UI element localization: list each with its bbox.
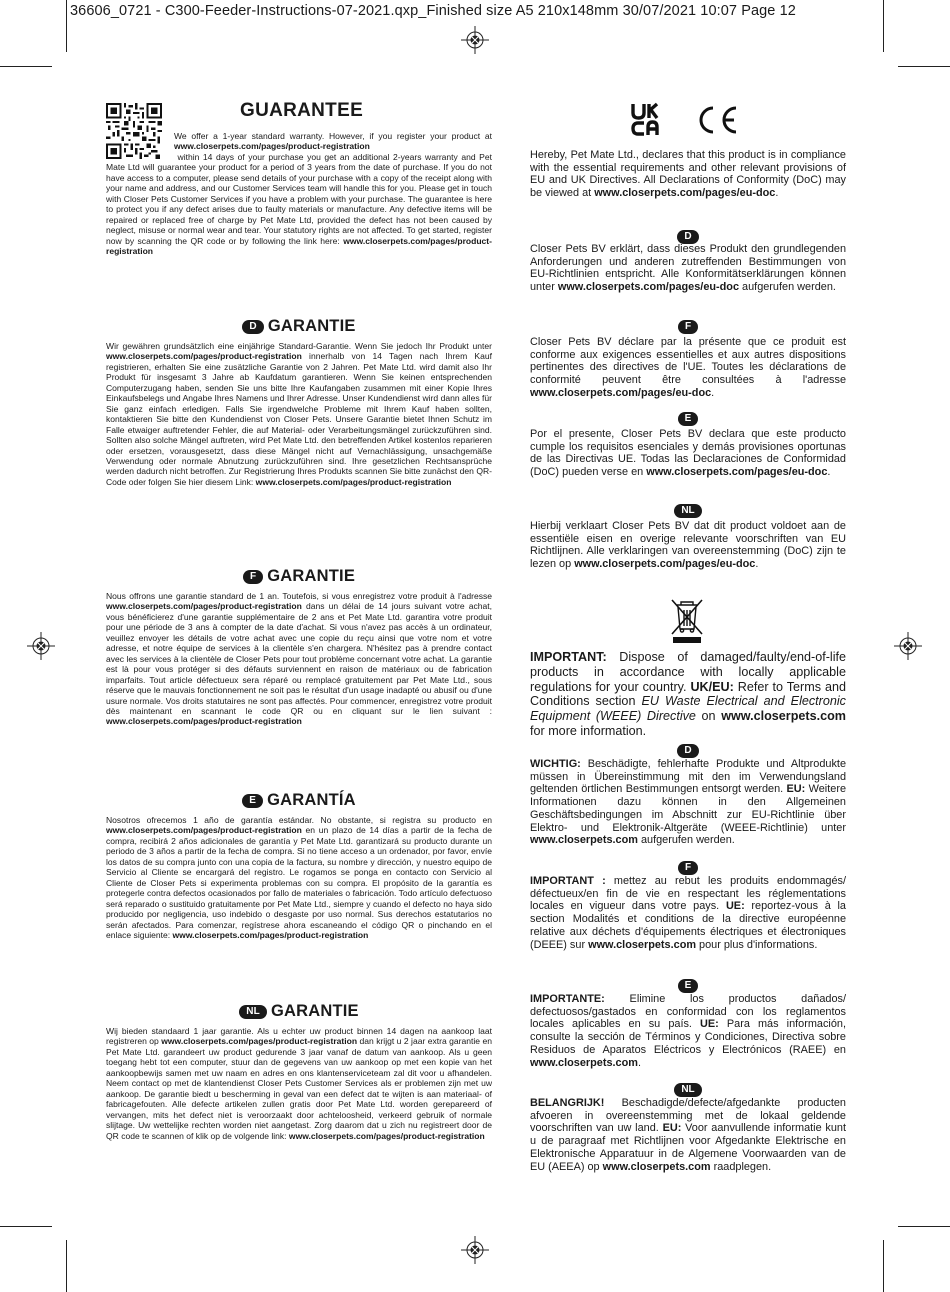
- section-heading-de: D GARANTIE: [106, 317, 492, 336]
- guarantee-fr-body: Nous offrons une garantie standard de 1 an. Toutefois, si vous enregistrez votre produit à l'adresse www.closerpets.com/pages/product-registration dans un délai de 14 jours suivant votre achat, vous bénéficierez d'une garantie supplémentaire de 2 ans et Pet Mate Ltd. garantira votre produit pour une période de 3 ans à compter de la date d'achat. Si vous n'avez pas accès à un ordinateur, veuillez envoyer les détails de votre achat avec une copie du reçu ainsi que votre nom et votre adresse, et notre équipe de services à la clientèle s'en chargera. N'hésitez pas à prendre contact avec les services à la clientèle de Closer Pets pour tout problème concernant votre achat. La garantie est là pour vous protéger si des défauts surviennent en raison de matériaux ou de fabrication imparfaits. Tout article défectueux sera réparé ou remplacé gratuitement par Pet Mate Ltd., sous réserve que le mauvais fonctionnement ne soit pas le résultat d'un usage inadapté ou abusif ou d'une usure normale. Vos droits statutaires ne sont pas affectés. Pour commencer, enregistrez votre produit dès maintenant en scannant le code QR ou en cliquant sur le lien suivant : www.closerpets.com/pages/product-registration: [106, 591, 492, 727]
- registration-link[interactable]: www.closerpets.com/pages/product-registration: [288, 1130, 485, 1141]
- language-badge: NL: [674, 1083, 701, 1097]
- crop-mark: [883, 1240, 884, 1292]
- crop-mark: [0, 1226, 52, 1227]
- language-badge: D: [677, 230, 698, 244]
- weee-de: WICHTIG: Beschädigte, fehlerhafte Produkte und Altprodukte müssen in Übereinstimmung mit den im Verwendungsland geltenden örtlichen Bestimmungen entsorgt werden. EU: Weitere Informationen dazu können in den Allgemeinen Geschäftsbedingungen im Abschnitt zur EU-Richtlinie über Elektro- und Elektronik-Altgeräte (WEEE-Richtlinie) unter www.closerpets.com aufgerufen werden.: [530, 758, 846, 847]
- guarantee-es-body: Nosotros ofrecemos 1 año de garantía estándar. No obstante, si registra su producto en www.closerpets.com/pages/product-registration en un plazo de 14 días a partir de la fecha de compra, recibirá 2 años adicionales de garantía y Pet Mate Ltd. garantizará su producto durante un periodo de 3 años a partir de la fecha de compra. Si no tiene acceso a un ordenador, por favor, envíe los datos de su compra junto con una copia de la factura, su nombre y dirección, y nuestro equipo de Servicio al Cliente se encargará del registro. Le rogamos se ponga en contacto con Servicio al Cliente de Closer Pets si experimenta problemas con su compra. El propósito de la garantía es protegerle contra defectos ocasionados por fallo de materiales o fabricación. Todo artículo defectuoso será reparado o sustituido gratuitamente por Pet Mate Ltd., siempre y cuando el defecto no haya sido producido por negligencia, uso indebido o desgaste por uso normal. Sus derechos estatutarios no serán afectados. Para comenzar, regístrese ahora escaneando el código QR o pinchando en el enlace siguiente: www.closerpets.com/pages/product-registration: [106, 815, 492, 940]
- language-badge: NL: [239, 1005, 267, 1019]
- language-badge: F: [243, 570, 263, 584]
- eu-doc-link[interactable]: www.closerpets.com/pages/eu-doc: [574, 558, 756, 571]
- language-badge: F: [678, 320, 698, 334]
- registration-link[interactable]: www.closerpets.com/pages/product-registration: [255, 476, 452, 487]
- website-link[interactable]: www.closerpets.com: [602, 1160, 711, 1173]
- guarantee-en-body: We offer a 1-year standard warranty. However, if you register your product at www.closerpets.com/pages/product-registration: [174, 131, 492, 152]
- registration-mark-icon: [461, 1236, 489, 1264]
- conformity-fr: Closer Pets BV déclare par la présente que ce produit est conforme aux exigences essentielles et aux autres dispositions pertinentes des directives de l'UE. Toutes les déclarations de conformité peuvent être consultées à l'adresse www.closerpets.com/pages/eu-doc.: [530, 336, 846, 399]
- registration-mark-icon: [894, 632, 922, 660]
- conformity-de: Closer Pets BV erklärt, dass dieses Produkt den grundlegenden Anforderungen und anderen zutreffenden Bestimmungen von EU-Richtlinien entspricht. Alle Konformitätserklärungen können unter www.closerpets.com/pages/eu-doc aufgerufen werden.: [530, 243, 846, 294]
- language-badge: D: [677, 744, 698, 758]
- eu-doc-link[interactable]: www.closerpets.com/pages/eu-doc: [594, 187, 776, 200]
- conformity-en: Hereby, Pet Mate Ltd., declares that this product is in compliance with the essential requirements and other relevant provisions of EU and UK Directives. All Declarations of Conformity (DoC) may be viewed at www.closerpets.com/pages/eu-doc.: [530, 149, 846, 200]
- eu-doc-link[interactable]: www.closerpets.com/pages/eu-doc: [530, 386, 712, 399]
- website-link[interactable]: www.closerpets.com: [588, 938, 697, 951]
- weee-fr: IMPORTANT : mettez au rebut les produits endommagés/ défectueux/en fin de vie en respectant les réglementations locales en vigueur dans votre pays. UE: reportez-vous à la section Modalités et conditions de la directive européenne relative aux déchets d'équipements électriques et électroniques (DEEE) sur www.closerpets.com pour plus d'informations.: [530, 875, 846, 951]
- weee-en: IMPORTANT: Dispose of damaged/faulty/end-of-life products in accordance with locally applicable regulations for your country. UK/EU: Refer to Terms and Conditions section EU Waste Electrical and Electronic Equipment (WEEE) Directive on www.closerpets.com for more information.: [530, 650, 846, 738]
- weee-nl: BELANGRIJK! Beschadigde/defecte/afgedankte producten afvoeren in overeenstemming met de lokaal geldende voorschriften van uw land. EU: Voor aanvullende informatie kunt u de paragraaf met Richtlijnen voor Afgedankte Elektrische en Elektronische Apparatuur in de Algemene Voorwaarden van de EU (AEEA) op www.closerpets.com raadplegen.: [530, 1097, 846, 1173]
- website-link[interactable]: www.closerpets.com: [530, 834, 638, 847]
- website-link[interactable]: www.closerpets.com: [530, 1056, 638, 1069]
- guarantee-title: GUARANTEE: [240, 100, 364, 121]
- eu-doc-link[interactable]: www.closerpets.com/pages/eu-doc: [557, 281, 740, 294]
- conformity-marks: [630, 102, 740, 138]
- language-badge: NL: [674, 504, 701, 518]
- language-badge-row: [530, 410, 846, 428]
- registration-link[interactable]: www.closerpets.com/pages/product-registration: [106, 716, 302, 727]
- website-link[interactable]: www.closerpets.com: [721, 709, 846, 724]
- section-heading-fr: F GARANTIE: [106, 567, 492, 586]
- weee-bin-icon: [667, 596, 707, 644]
- eu-doc-link[interactable]: www.closerpets.com/pages/eu-doc: [646, 466, 828, 479]
- language-badge: E: [242, 794, 263, 808]
- crop-mark: [898, 66, 950, 67]
- language-badge: F: [678, 861, 698, 875]
- crop-mark: [66, 0, 67, 52]
- language-badge: D: [242, 320, 263, 334]
- crop-mark: [883, 0, 884, 52]
- language-badge-row: [530, 318, 846, 336]
- guarantee-en-body-cont: within 14 days of your purchase you get an additional 2-years warranty and Pet Mate Ltd will guarantee your product for a period of 3 years from the date of purchase. If you do not have access to a computer, please send details of your purchase with a copy of the receipt along with your name and address, and our Customer Services team will handle this for you. Please get in touch with Closer Pets Customer Services if you have a problem with your purchase. The guarantee is here to protect you if any defect arises due to faulty materials or manufacture. Any defective items will be repaired or replaced free of charge by Pet Mate Ltd, provided the defect has not been caused by neglect, misuse or normal wear and tear. Your statutory rights are not affected. To get started, register now by scanning the QR code or by following the link here: www.closerpets.com/pages/product-registration: [106, 152, 492, 257]
- registration-link[interactable]: www.closerpets.com/pages/product-registration: [106, 601, 302, 612]
- crop-mark: [898, 1226, 950, 1227]
- print-slug: 36606_0721 - C300-Feeder-Instructions-07-2021.qxp_Finished size A5 210x148mm 30/07/2021 10:07 Page 12: [70, 3, 796, 19]
- weee-es: IMPORTANTE: Elimine los productos dañados/ defectuosos/gastados en conformidad con los reglamentos locales aplicables en su país. UE: Para más información, consulte la sección de Términos y Condiciones, Directiva sobre Residuos de Aparatos Eléctricos y Electrónicos (RAEE) en www.closerpets.com.: [530, 993, 846, 1069]
- registration-link[interactable]: www.closerpets.com/pages/product-registration: [106, 351, 302, 362]
- registration-link[interactable]: www.closerpets.com/pages/product-registration: [174, 141, 370, 152]
- qr-code-icon[interactable]: [106, 103, 162, 159]
- language-badge: E: [678, 412, 699, 426]
- guarantee-de-body: Wir gewähren grundsätzlich eine einjährige Standard-Garantie. Wenn Sie jedoch Ihr Produkt unter www.closerpets.com/pages/product-registration innerhalb von 14 Tagen nach Ihrem Kauf registrieren, erhalten Sie eine zusätzliche Garantie von 2 Jahren. Pet Mate Ltd. wird damit also Ihr Produkt für insgesamt 3 Jahre ab Kaufdatum garantieren. Wenn Sie keinen entsprechenden Computerzugang haben, senden Sie uns bitte Ihre Kaufangaben zusammen mit einer Kopie Ihres Einkaufsbelegs und Angabe Ihres Namens und Ihrer Adresse. Unser Kundendienst wird dann alles für Sie ganz einfach erledigen. Falls Sie irgendwelche Probleme mit Ihrem Kauf haben sollten, kontaktieren Sie bitte den Kundendienst von Closer Pets. Unsere Garantie bietet Ihnen Schutz im Falle etwaiger auftretender Fehler, die auf Material- oder Verarbeitungsmängel zurückzuführen sind. Sollten also solche Mängel auftreten, wird Pet Mate Ltd. den betreffenden Artikel kostenlos reparieren oder ersetzen, vorausgesetzt, dass diese Mängel nicht auf Vernachlässigung, unsachgemäße Verwendung oder normale Abnutzung zurückzuführen sind. Ihre gesetzlichen Rechtsansprüche werden dadurch nicht betroffen. Zur Registrierung Ihres Produkts scannen Sie bitte zunächst den QR-Code oder folgen Sie hier diesem Link: www.closerpets.com/pages/product-registration: [106, 341, 492, 487]
- crop-mark: [66, 1240, 67, 1292]
- registration-mark-icon: [461, 26, 489, 54]
- section-heading-es: E GARANTÍA: [106, 791, 492, 810]
- conformity-nl: Hierbij verklaart Closer Pets BV dat dit product voldoet aan de essentiële eisen en overige relevante voorschriften van EU Richtlijnen. Alle verklaringen van overeenstemming (DoC) zijn te lezen op www.closerpets.com/pages/eu-doc.: [530, 520, 846, 571]
- registration-link[interactable]: www.closerpets.com/pages/product-registration: [106, 235, 492, 257]
- ce-mark-icon: [701, 108, 736, 132]
- conformity-es: Por el presente, Closer Pets BV declara que este producto cumple los requisitos esenciales y demás provisiones oportunas de las Directivas UE. Todas las Declaraciones de Conformidad (DoC) pueden verse en www.closerpets.com/pages/eu-doc.: [530, 428, 846, 479]
- language-badge: E: [678, 979, 699, 993]
- language-badge-row: [530, 502, 846, 520]
- registration-link[interactable]: www.closerpets.com/pages/product-registration: [161, 1036, 358, 1047]
- guarantee-nl-body: Wij bieden standaard 1 jaar garantie. Als u echter uw product binnen 14 dagen na aankoop laat registreren op www.closerpets.com/pages/product-registration dan krijgt u 2 jaar extra garantie en Pet Mate Ltd. garandeert uw product gedurende 3 jaar vanaf de datum van aankoop. Als u geen toegang hebt tot een computer, stuur dan de gegevens van uw aankoop op met een kopie van het aankoopbewijs samen met uw naam en adres en ons klantenserviceteam zal dit voor u afhandelen. Neem contact op met de klantendienst Closer Pets Customer Services als er problemen zijn met uw aankoop. De garantie biedt u bescherming in geval van een defect dat te wijten is aan materiaal- of fabricagefouten. Alle defecte artikelen zullen gratis door Pet Mate Ltd. worden gerepareerd of vervangen, mits het defect niet is veroorzaakt door achteloosheid, verkeerd gebruik of normale slijtage. Uw wettelijke rechten worden niet aangetast. Zorg daarom dat u zich nu registreert door de QR code te scannen of klik op de volgende link: www.closerpets.com/pages/product-registration: [106, 1026, 492, 1141]
- registration-link[interactable]: www.closerpets.com/pages/product-registration: [106, 825, 302, 836]
- section-heading-nl: NL GARANTIE: [106, 1002, 492, 1021]
- crop-mark: [0, 66, 52, 67]
- registration-link[interactable]: www.closerpets.com/pages/product-registration: [172, 929, 369, 940]
- ukca-mark-icon: [633, 104, 657, 135]
- registration-mark-icon: [27, 632, 55, 660]
